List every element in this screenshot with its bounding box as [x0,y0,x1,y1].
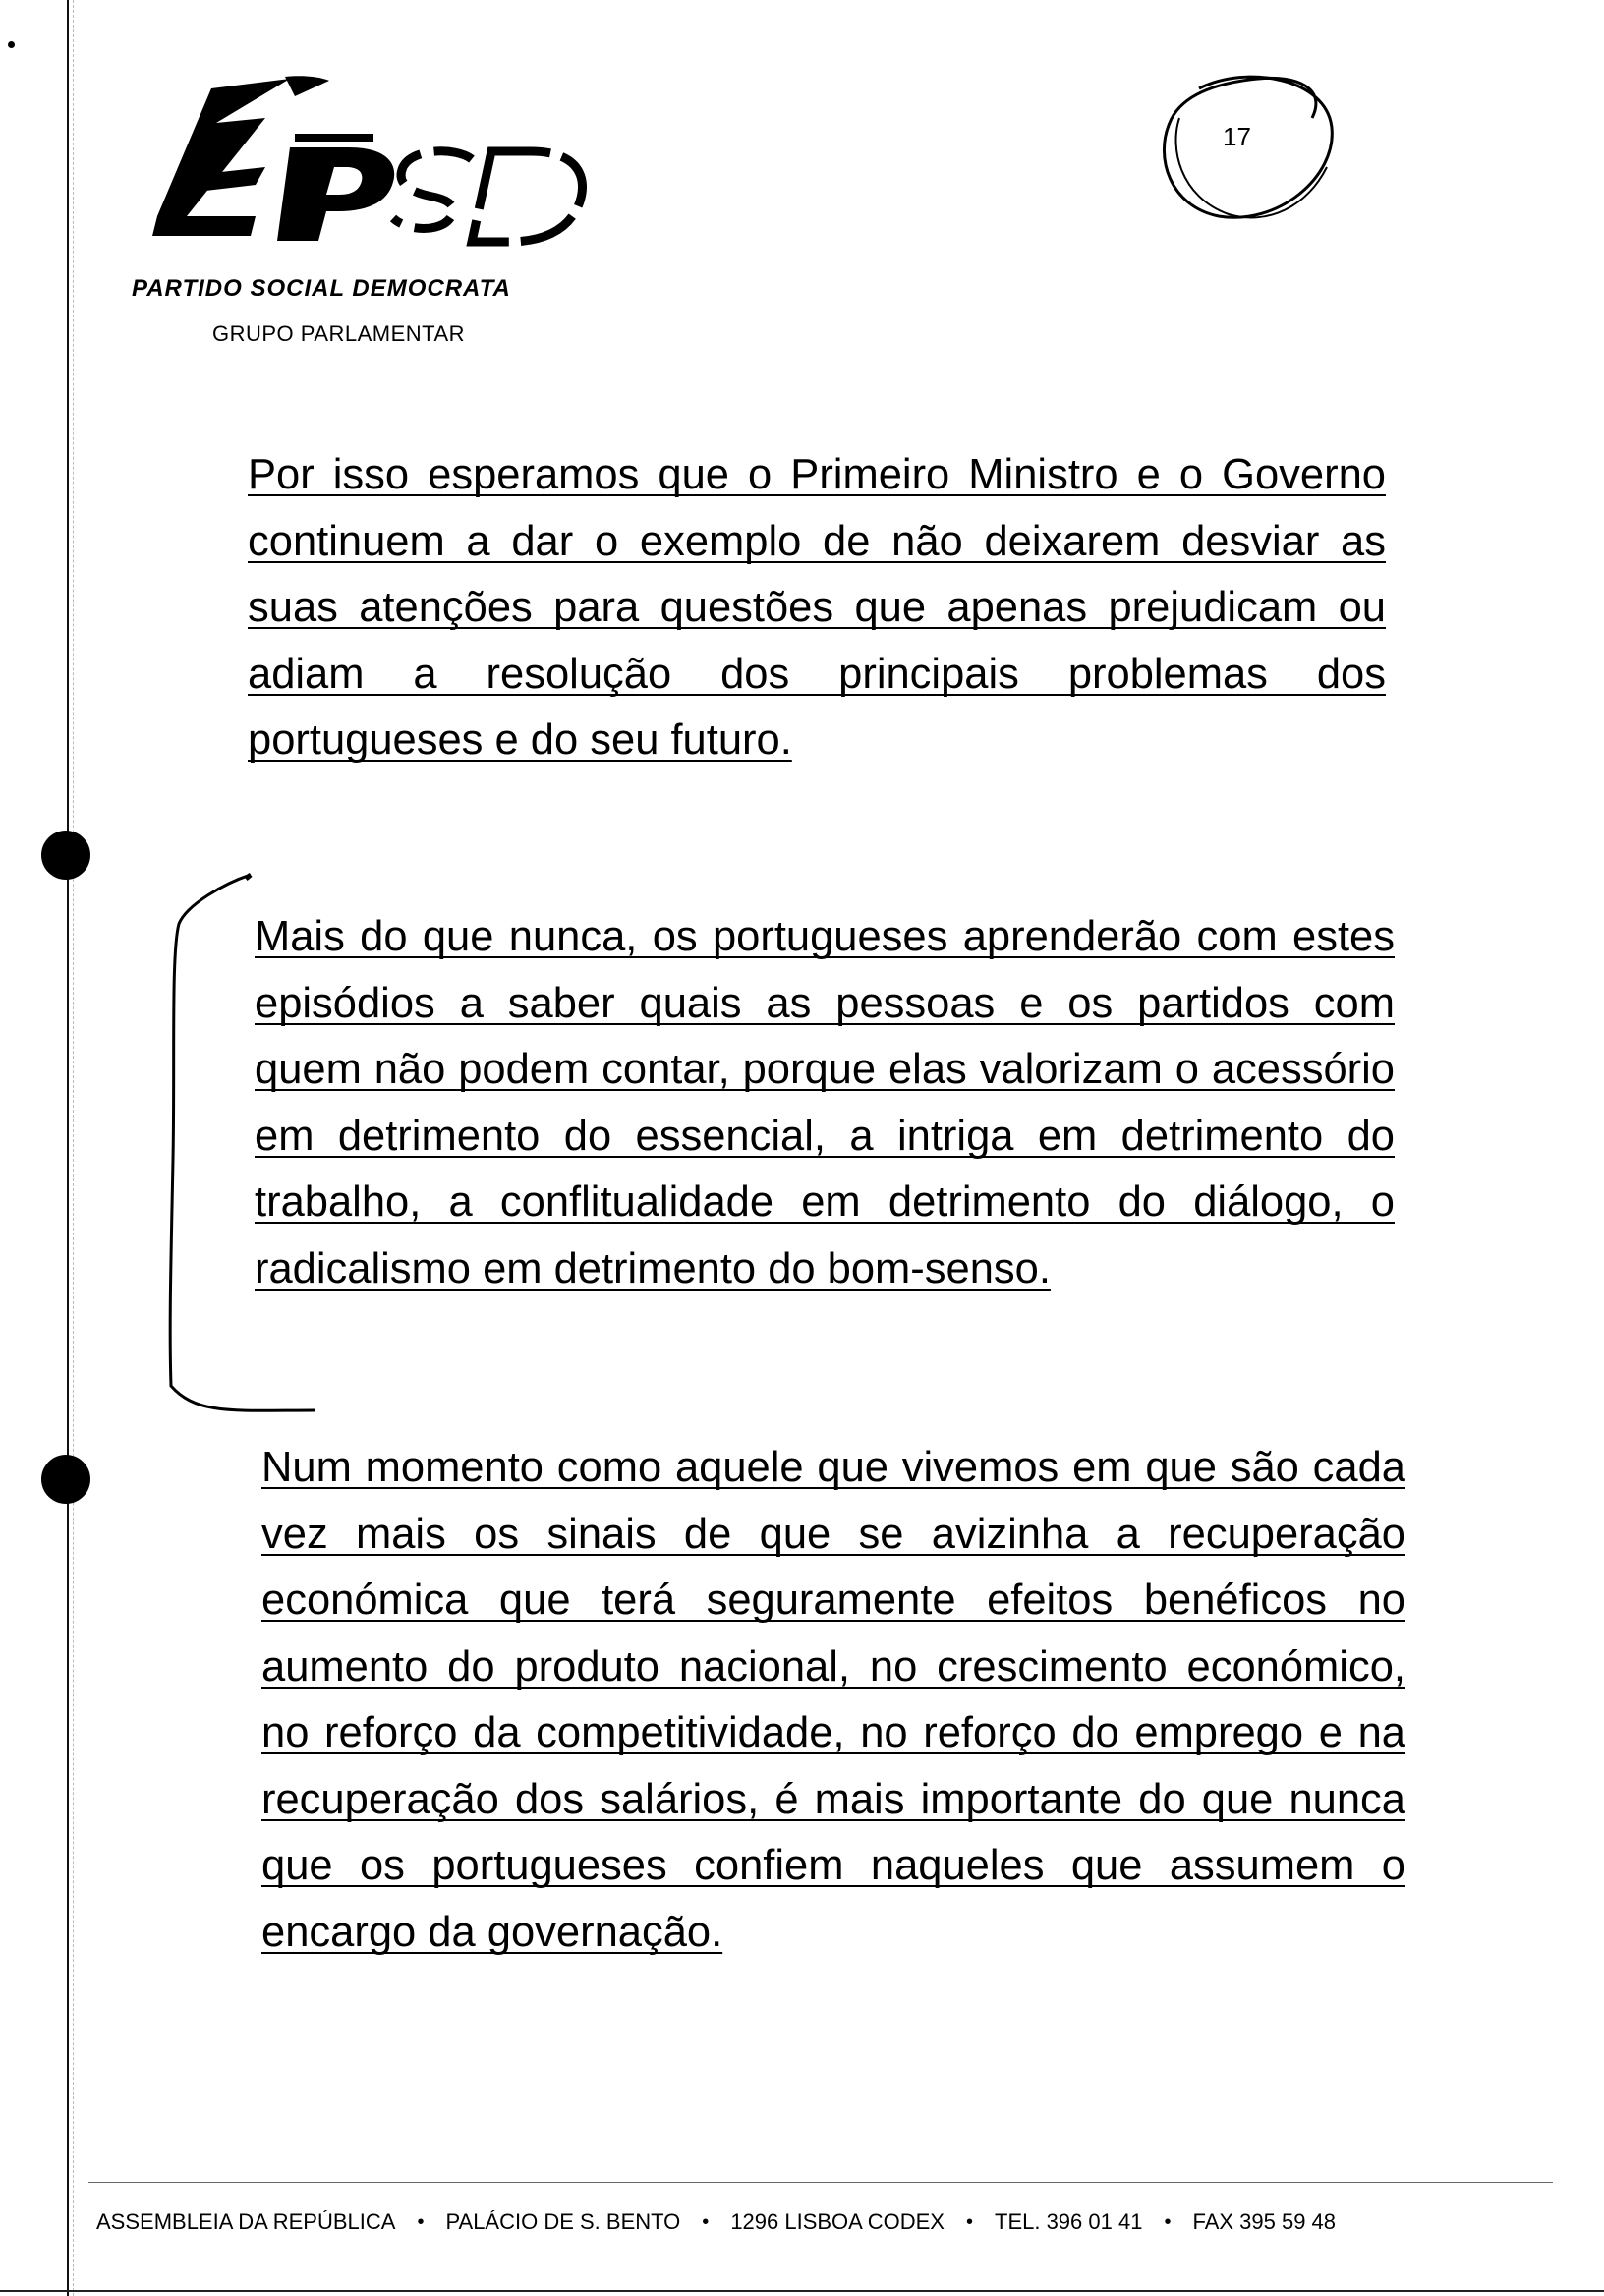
bottom-edge-rule [0,2290,1604,2292]
paragraph-1: Por isso esperamos que o Primeiro Ministro e o Governo continuem a dar o exemplo de não deixarem desviar as suas atenções para questões que apenas prejudicam ou adiam a resolução dos principais problemas dos portugueses e do seu futuro. [248,451,1386,764]
paragraph-3: Num momento como aquele que vivemos em que são cada vez mais os sinais de que se avizinha a recuperação económica que terá seguramente efeitos benéficos no aumento do produto nacional, no crescimento económico, no reforço da competitividade, no reforço do emprego e na recuperação dos salários, é mais importante do que nunca que os portugueses confiem naqueles que assumem o encargo da governação. [261,1444,1405,1956]
paragraph-2: Mais do que nunca, os portugueses aprenderão com estes episódios a saber quais as pessoas e os partidos com quem não podem contar, porque elas valorizam o acessório em detrimento do essencial, a intriga em detrimento do trabalho, a conflitualidade em detrimento do diálogo, o radicalismo em detrimento do bom-senso. [255,913,1395,1292]
psd-logo-icon [118,69,629,285]
footer-address [96,2210,1561,2235]
footer-item: ASSEMBLEIA DA REPÚBLICA [96,2210,396,2234]
page-number: 17 [1223,122,1251,151]
punch-hole-icon [41,1455,90,1504]
footer-item: PALÁCIO DE S. BENTO [445,2210,681,2234]
footer-item: 1296 LISBOA CODEX [730,2210,945,2234]
footer-separator: • [702,2210,710,2233]
footer-divider [88,2182,1553,2183]
party-name: PARTIDO SOCIAL DEMOCRATA [132,275,511,302]
scan-speck [8,41,15,48]
footer-separator: • [417,2210,425,2233]
left-margin-guide [73,0,75,2296]
parliamentary-group: GRUPO PARLAMENTAR [212,321,466,346]
footer-item: FAX 395 59 48 [1192,2210,1337,2234]
footer-item: TEL. 396 01 41 [995,2210,1143,2234]
footer-separator: • [965,2210,973,2233]
footer-separator: • [1164,2210,1172,2233]
punch-hole-icon [41,831,90,880]
left-margin-rule [67,0,69,2296]
